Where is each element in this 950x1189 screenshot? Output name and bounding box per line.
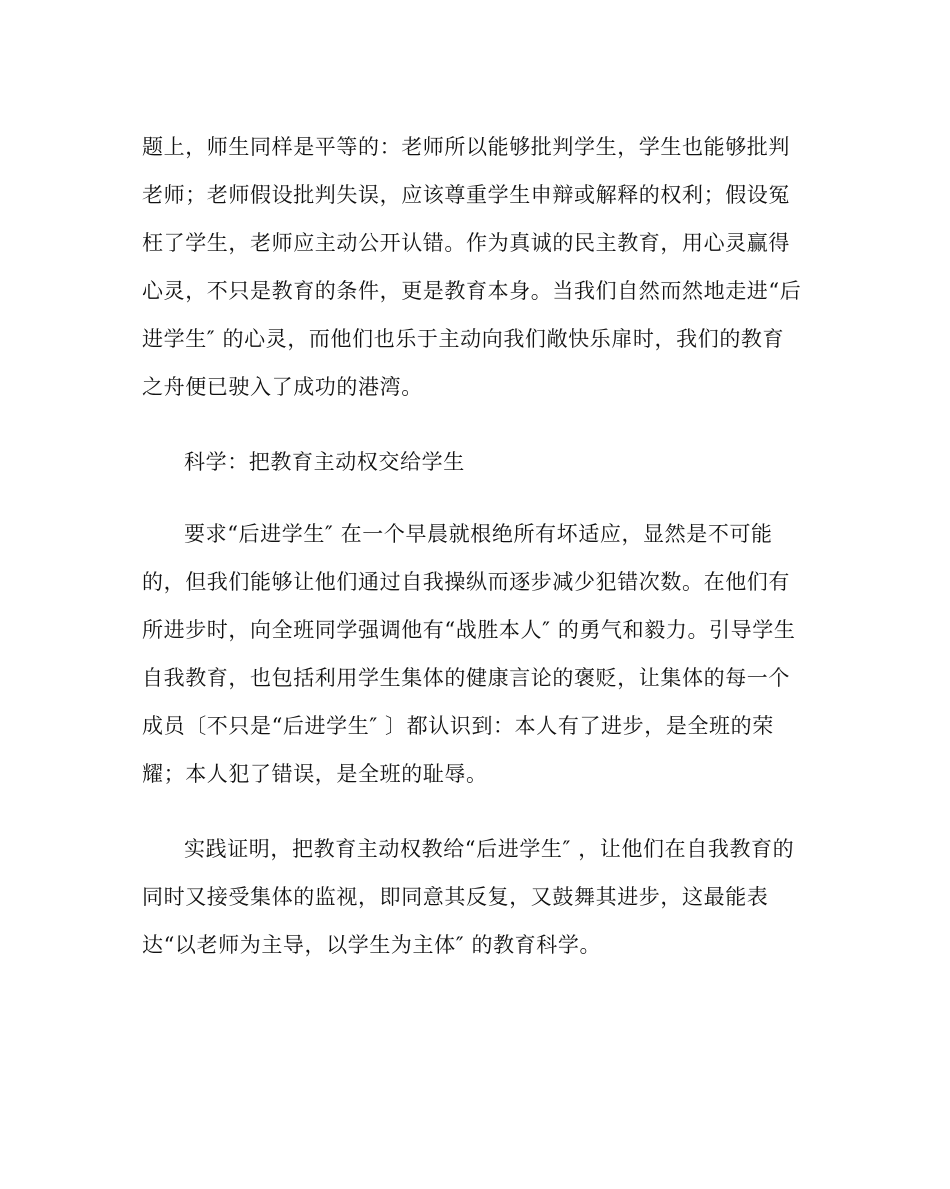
paragraph-2-line-6: 耀；本人犯了错误，是全班的耻辱。	[142, 762, 488, 786]
paragraph-3-line-1: 实践证明，把教育主动权教给“后进学生″ ，让他们在自我教育的	[184, 837, 795, 861]
paragraph-3-line-3: 达“以老师为主导，以学生为主体″ 的教育科学。	[142, 933, 602, 957]
paragraph-2-line-4: 自我教育，也包括利用学生集体的健康言论的褒贬，让集体的每一个	[142, 666, 790, 690]
section-heading: 科学：把教育主动权交给学生	[184, 450, 465, 474]
paragraph-2-line-3: 所进步时，向全班同学强调他有“战胜本人″ 的勇气和毅力。引导学生	[142, 618, 796, 642]
paragraph-2-line-1: 要求“后进学生″ 在一个早晨就根绝所有坏适应，显然是不可能	[184, 522, 773, 546]
paragraph-3-line-2: 同时又接受集体的监视，即同意其反复，又鼓舞其进步，这最能表	[142, 885, 769, 909]
paragraph-2-line-2: 的，但我们能够让他们通过自我操纵而逐步减少犯错次数。在他们有	[142, 570, 790, 594]
paragraph-1-line-5: 进学生″ 的心灵，而他们也乐于主动向我们敞快乐扉时，我们的教育	[142, 327, 785, 351]
paragraph-2-line-5: 成员〔不只是“后进学生″ 〕都认识到：本人有了进步，是全班的荣	[142, 714, 774, 738]
paragraph-1-line-2: 老师；老师假设批判失误，应该尊重学生申辩或解释的权利；假设冤	[142, 183, 790, 207]
paragraph-1-line-6: 之舟便已驶入了成功的港湾。	[142, 375, 423, 399]
paragraph-1-line-4: 心灵，不只是教育的条件，更是教育本身。当我们自然而然地走进“后	[142, 279, 802, 303]
paragraph-1-line-3: 枉了学生，老师应主动公开认错。作为真诚的民主教育，用心灵赢得	[142, 231, 790, 255]
paragraph-1-line-1: 题上，师生同样是平等的：老师所以能够批判学生，学生也能够批判	[142, 135, 790, 159]
